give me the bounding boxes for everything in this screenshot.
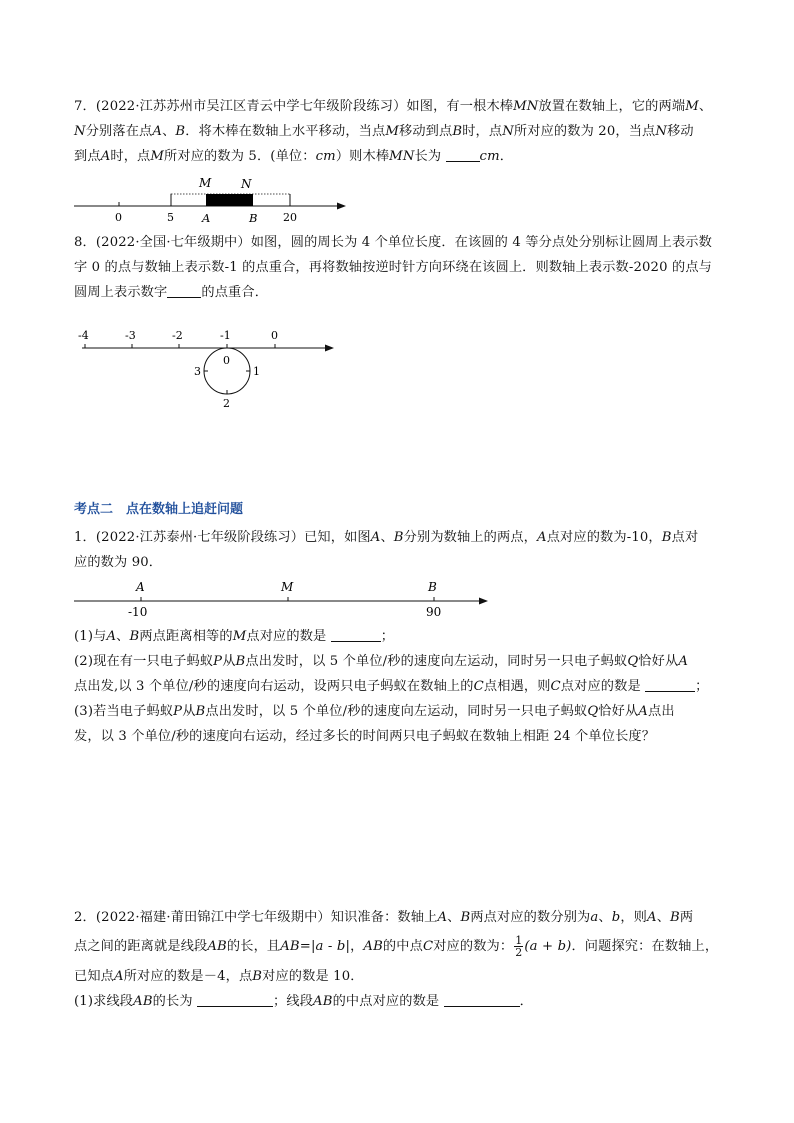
q7-answer-blank[interactable] [446,147,480,162]
q7-label-n: N [241,177,252,191]
p1-sub-3-line-1: (3)若当电子蚂蚁P从B点出发时，以 5 个单位/秒的速度向左运动，同时另一只电子蚂蚁Q恰好从A点出 [74,704,675,719]
p1-number-line-figure [66,575,496,620]
question-8 [74,230,734,305]
problem-1-subquestions [74,624,734,749]
p1-tick-label-90: 90 [426,605,442,619]
q8-circle-label-1: 1 [253,365,260,378]
q8-circle-label-0: 0 [223,354,230,367]
q7-tick-label-20: 20 [283,211,297,224]
q8-tick-label-minus-4: -4 [78,329,89,342]
p1-sub-1: (1)与A、B两点距离相等的M点对应的数是 ； [74,629,395,644]
p1-line-1: 1．(2022·江苏泰州·七年级阶段练习）已知，如图A、B分别为数轴上的两点，A点对应的数为-10，B点对 [74,530,699,545]
q8-tick-label-0: 0 [271,329,278,342]
p2-sub-1-length-blank[interactable] [197,992,273,1007]
q8-line-2: 字 0 的点与数轴上表示数-1 的点重合，再将数轴按逆时针方向环绕在该圆上．则数轴上表示数-2020 的点与 [74,260,712,275]
q7-tick-label-0: 0 [115,211,122,224]
q8-axis-arrow [325,345,334,352]
p1-sub-3-line-2: 发，以 3 个单位/秒的速度向右运动，经过多长的时间两只电子蚂蚁在数轴上相距 24 个单位长度？ [74,729,656,744]
p2-fraction-one-half: $\frac{1}{2}$ [515,934,523,959]
p2-line-1: 2．(2022·福建·莆田锦江中学七年级期中）知识准备：数轴上A、B两点对应的数分别为a、b，则A、B两 [74,910,694,925]
p1-label-a: A [136,580,145,594]
q8-line-3: 圆周上表示数字 的点重合． [74,285,269,300]
p1-sub-2-line-2: 点出发,以 3 个单位/秒的速度向右运动，设两只电子蚂蚁在数轴上的C点相遇，则C点对应的数是 ； [74,679,709,694]
q7-tick-label-5: 5 [167,211,174,224]
q8-line-1: 8．(2022·全国·七年级期中）如图，圆的周长为 4 个单位长度．在该圆的 4 等分点处分别标让圆周上表示数 [74,235,712,250]
q8-tick-label-minus-3: -3 [125,329,136,342]
problem-2 [74,905,734,1014]
q7-stick-mn [206,194,253,206]
p1-label-m: M [281,580,294,594]
q7-line-1: 7．(2022·江苏苏州市吴江区青云中学七年级阶段练习）如图，有一根木棒MN放置在数轴上，它的两端M、 [74,99,713,114]
p2-line-3: 已知点A所对应的数是－4，点B对应的数是 10． [74,969,364,984]
q8-number-line-circle-figure [70,322,350,414]
p1-axis-arrow [479,598,488,605]
p2-line-4: (1)求线段AB的长为 ；线段AB的中点对应的数是 ． [74,994,533,1009]
p1-sub-2-answer-blank[interactable] [645,677,695,692]
q8-circle-label-3: 3 [194,365,201,378]
q8-circle-label-2: 2 [223,397,230,410]
p1-tick-label-minus-10: -10 [128,605,148,619]
q8-tick-label-minus-2: -2 [172,329,183,342]
problem-1 [74,525,734,575]
q7-label-a: A [202,211,211,225]
q7-label-b: B [249,211,258,225]
p2-sub-1-midpoint-blank[interactable] [444,992,520,1007]
question-7 [74,94,734,169]
section-heading: 考点二 点在数轴上追赶问题 [74,502,244,517]
q8-tick-label-minus-1: -1 [220,329,231,342]
q7-line-3: 到点A时，点M所对应的数为 5．(单位：cm）则木棒MN长为 cm． [74,149,514,164]
p1-line-2: 应的数为 90． [74,555,163,570]
p1-label-b: B [428,580,437,594]
q8-answer-blank[interactable] [167,283,201,298]
q7-axis-arrow [337,203,346,210]
p1-sub-2-line-1: (2)现在有一只电子蚂蚁P从B点出发时，以 5 个单位/秒的速度向左运动，同时另一只电子蚂蚁Q恰好从A [74,654,688,669]
p1-sub-1-answer-blank[interactable] [331,627,381,642]
q7-number-line-figure [60,168,360,228]
q7-label-m: M [199,176,212,190]
q7-line-2: N分别落在点A、B．将木棒在数轴上水平移动，当点M移动到点B时，点N所对应的数为 20，当点N移动 [74,124,694,139]
p2-line-2: 点之间的距离就是线段AB的长，且AB=|a - b|，AB的中点C对应的数为： $\frac{1}{2}$ (a + b)．问题探究：在数轴上， [74,934,719,959]
